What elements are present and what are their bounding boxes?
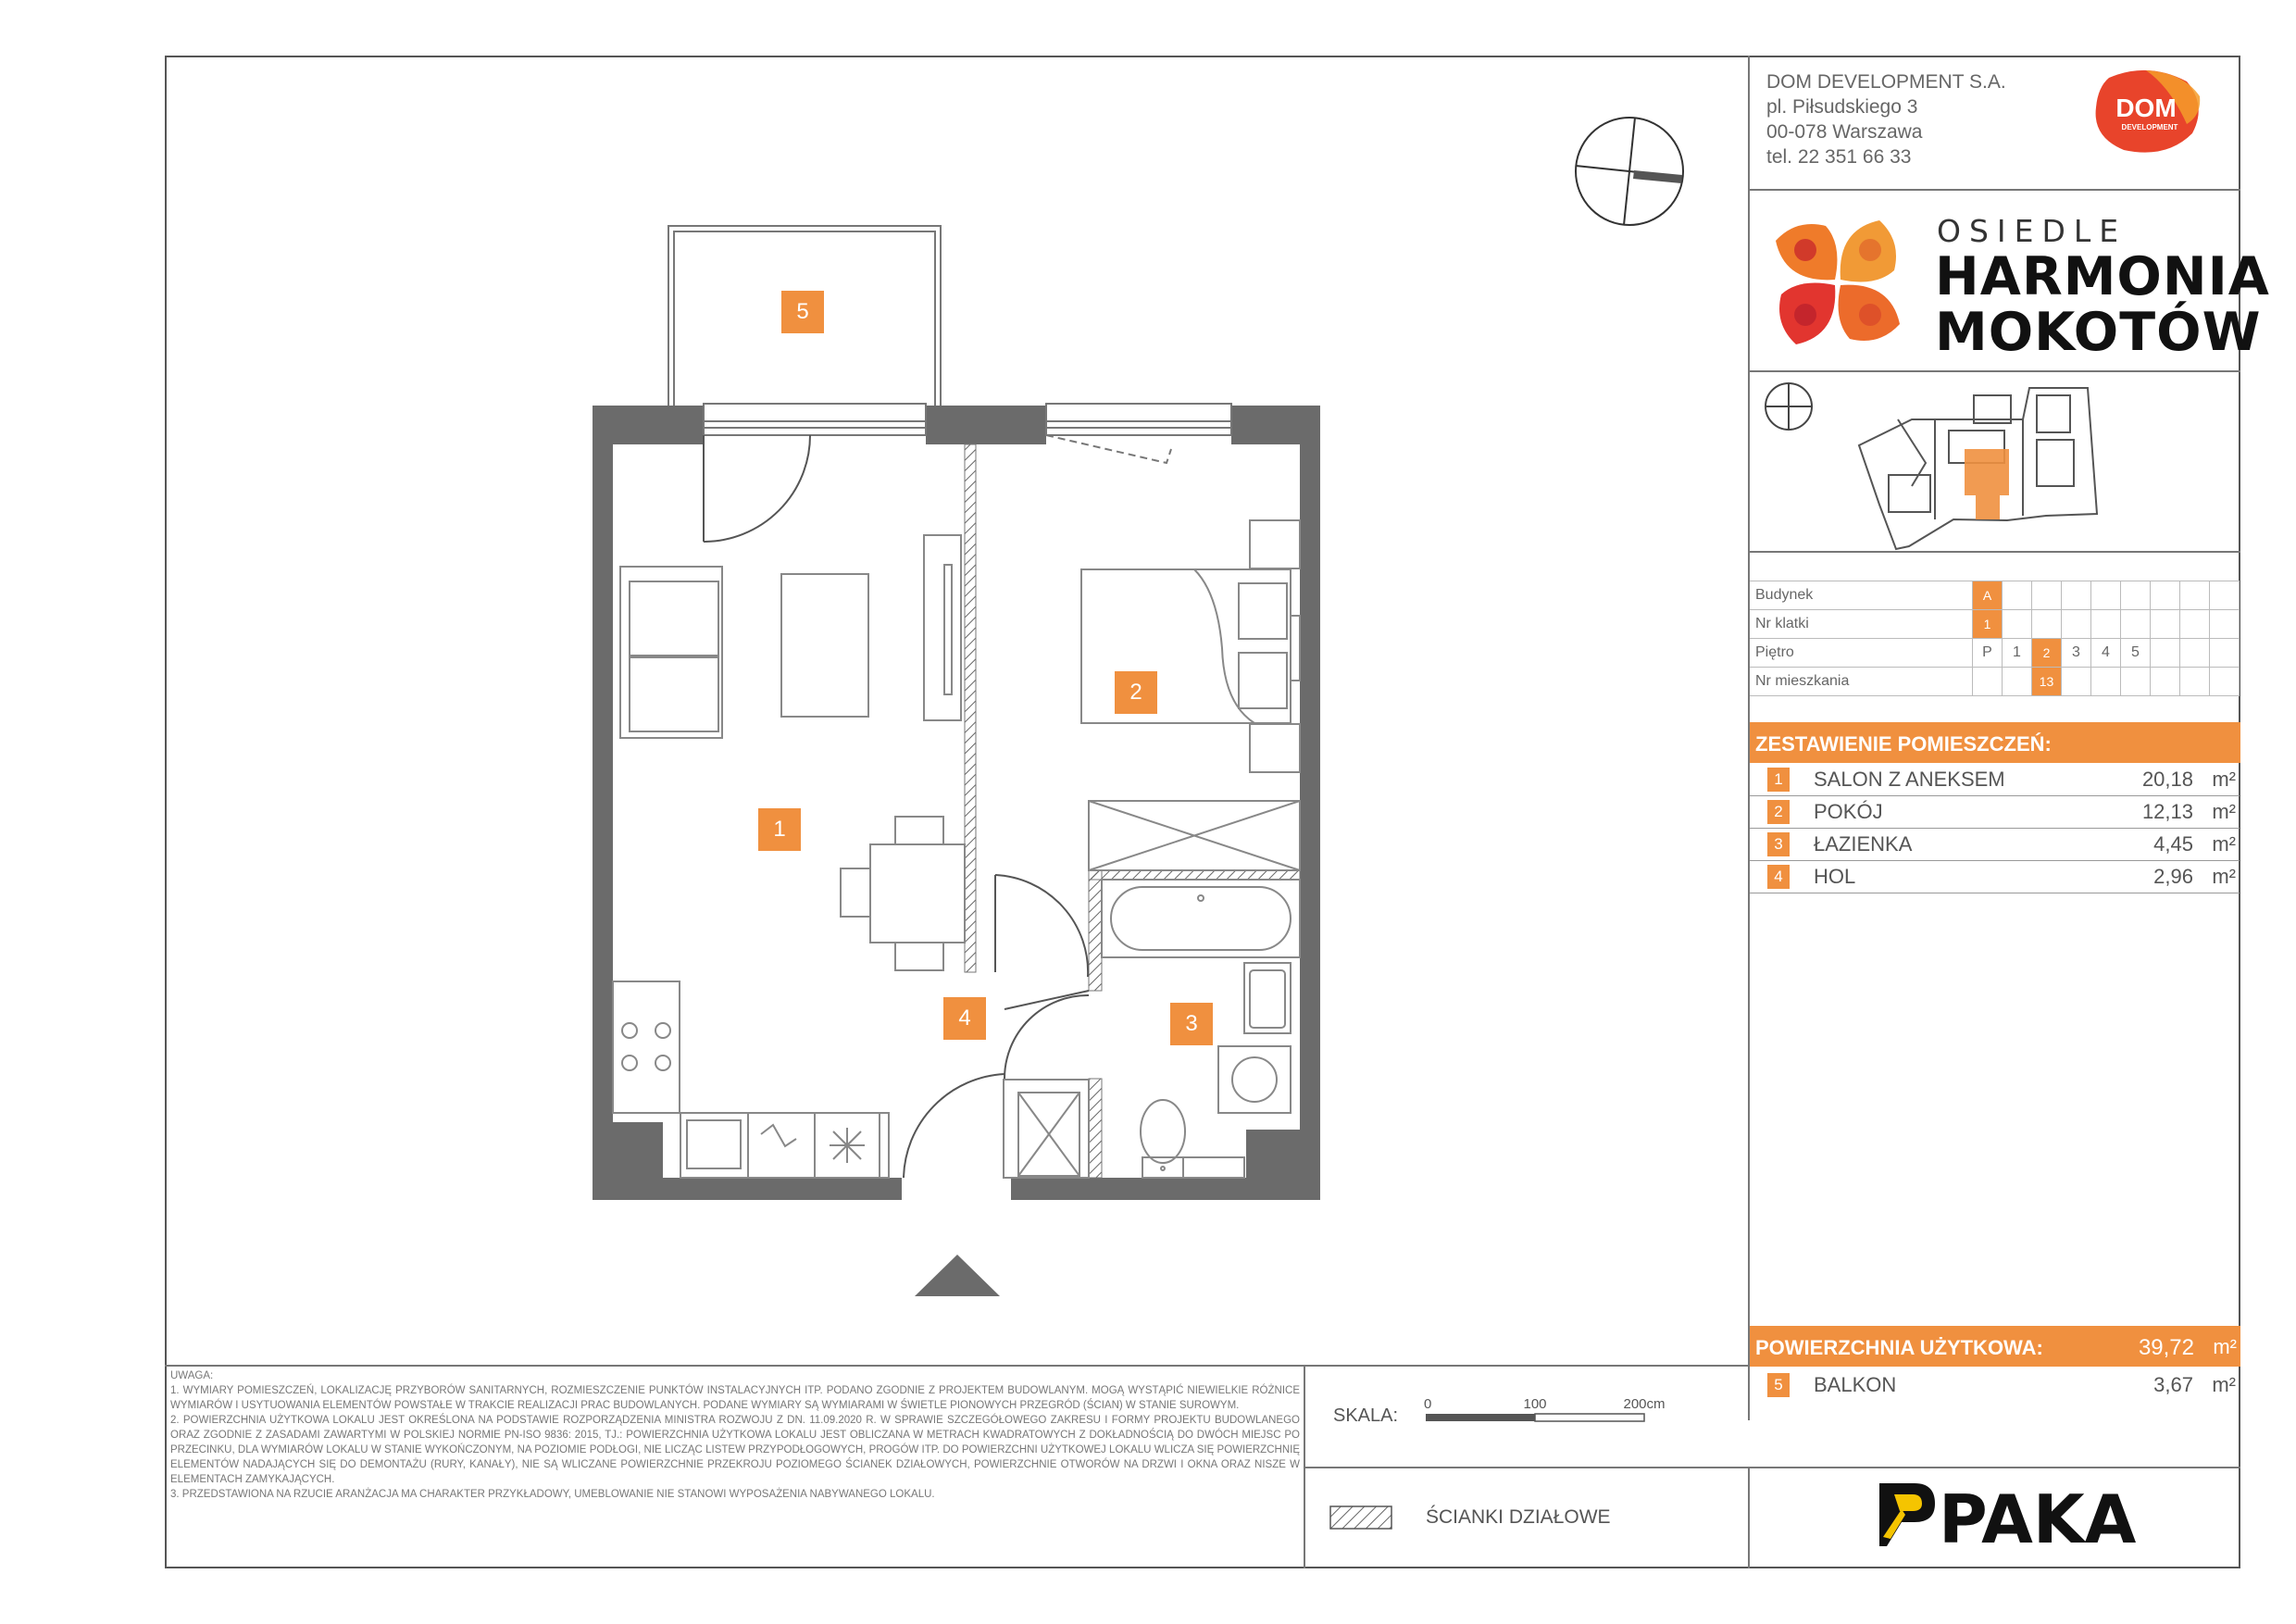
info-cell [2151,581,2180,610]
info-row-label: Nr klatki [1750,610,1973,639]
badge-bottom-text: DEVELOPMENT [2121,123,2178,131]
info-divider-3 [1748,551,2240,553]
scale-tick-200: 200cm [1623,1396,1666,1412]
room-name: ŁAZIENKA [1814,832,1913,856]
company-city: 00-078 Warszawa [1766,121,1923,143]
info-row [1750,639,2240,668]
room-row [1750,828,2240,861]
note-2: 2. POWIERZCHNIA UŻYTKOWA LOKALU JEST OKREŚLONA NA PODSTAWIE ROZPORZĄDZENIA MINISTRA ROZWOJU Z DN. 11.09.2020 R. W SPRAWIE SZCZEGÓŁOWEGO ZAKRESU I FORMY PROJEKTU BUDOWLANEGO ORAZ ZGODNIE Z ZASADAMI ZAWARTYMI W POLSKIEJ NORMIE PN-ISO 9836: 2015, TJ.: POWIERZCHNIA UŻYTKOWA LOKALU JEST OBLICZANA W METRACH KWADRATOWYCH Z DOKŁADNOŚCIĄ DO DWÓCH MIEJSC PO PRZECINKU, DLA WYMIARÓW LOKALU W STANIE WYKOŃCZONYM, NA POZIOMIE PODŁOGI, NIE LICZĄC LISTEW PRZYPODŁOGOWYCH, PROGÓW ITP. DO POWIERZCHNI UŻYTKOWEJ LOKALU WLICZA SIĘ POWIERZCHNIĘ ELEMENTÓW NADAJĄCYCH SIĘ DO DEMONTAŻU (RURY, KANAŁY), NIE SĄ WLICZANE POWIERZCHNIE PRZEKROJU POZIOMEGO ŚCIANEK DZIAŁOWYCH, POWIERZCHNIE OTWORÓW NA DRZWI I OKNA ORAZ NISZE W ELEMENTACH ZAMYKAJĄCYCH. [170,1415,1300,1485]
room-label-5: 5 [781,291,824,333]
bathtub [1102,880,1300,957]
info-divider-2 [1748,370,2240,372]
apartment-info-table [1750,581,2240,696]
total-area-unit: m² [2213,1335,2237,1358]
info-cell [2062,668,2091,696]
wardrobe [1089,801,1300,870]
notes-divider [165,1365,1750,1367]
info-cell [2180,581,2210,610]
room-area: 20,18 [2141,768,2193,791]
room-name: POKÓJ [1814,800,1883,823]
room-row [1750,860,2240,893]
room-label-4: 4 [943,997,986,1040]
room-label-3: 3 [1170,1003,1213,1045]
partition-legend-swatch [1329,1505,1394,1531]
info-cell [2210,639,2240,668]
floor-plan [574,213,1333,1046]
info-cell [2003,610,2032,639]
info-cell [2003,581,2032,610]
info-cell: 5 [2121,639,2151,668]
info-cell [2091,610,2121,639]
info-cell [2091,581,2121,610]
compass-icon [1569,111,1690,231]
info-cell [2062,610,2091,639]
info-cell [2032,610,2062,639]
info-cell: 3 [2062,639,2091,668]
rooms-header [1750,722,2240,763]
info-row-label: Budynek [1750,581,1973,610]
partition-legend-label: ŚCIANKI DZIAŁOWE [1426,1506,1611,1528]
info-cell [2151,610,2180,639]
info-row [1750,581,2240,610]
info-cell [2121,610,2151,639]
info-cell: 2 [2032,639,2062,668]
dom-development-logo [2090,69,2205,156]
paka-logo-text: PAKA [1939,1480,2137,1558]
room-number: 3 [1767,832,1790,856]
balcony-unit: m² [2212,1373,2236,1396]
scale-bar [1416,1393,1694,1430]
balcony-number: 5 [1767,1373,1790,1397]
building-key-plan [1759,375,2176,551]
room-unit: m² [2212,800,2236,823]
tv-cabinet [924,535,961,720]
room-label-2: 2 [1115,671,1157,714]
scale-tick-0: 0 [1424,1396,1432,1412]
washbasin [1244,963,1291,1033]
room-row [1750,763,2240,796]
info-cell [2091,668,2121,696]
scale-label: SKALA: [1333,1405,1399,1426]
company-name: DOM DEVELOPMENT S.A. [1766,71,2006,93]
room-row [1750,795,2240,829]
total-area-value: 39,72 [2138,1335,2194,1360]
info-cell: P [1973,639,2003,668]
info-cell: 1 [1973,610,2003,639]
info-cell: A [1973,581,2003,610]
room-number: 1 [1767,768,1790,792]
info-row [1750,668,2240,696]
logo-divider [1748,1467,1750,1568]
balcony-row [1750,1368,2240,1401]
room-unit: m² [2212,768,2236,791]
harmonia-flower-logo [1768,213,1907,352]
dining-set [841,817,965,970]
paka-logo [1878,1478,2137,1558]
compass-small-icon [1766,383,1812,430]
note-3: 3. PRZEDSTAWIONA NA RZUCIE ARANŻACJA MA CHARAKTER PRZYKŁADOWY, UMEBLOWANIE NIE STANOWI WYPOSAŻENIA NABYWANEGO LOKALU. [170,1489,935,1500]
rooms-header-text: ZESTAWIENIE POMIESZCZEŃ: [1755,732,2052,756]
total-area-label: POWIERZCHNIA UŻYTKOWA: [1755,1336,2043,1359]
company-street: pl. Piłsudskiego 3 [1766,96,1918,118]
info-row [1750,610,2240,639]
project-name [1935,213,2270,363]
info-cell [2180,639,2210,668]
info-row-label: Piętro [1750,639,1973,668]
room-area: 12,13 [2141,800,2193,823]
info-cell [2180,610,2210,639]
notes-title: UWAGA: [170,1370,214,1381]
project-name-line3: MOKOTÓW [1935,302,2262,363]
info-cell [2032,581,2062,610]
balcony-area: 3,67 [2153,1373,2193,1396]
coffee-table [781,574,868,717]
info-row-label: Nr mieszkania [1750,668,1973,696]
sofa [620,567,722,738]
room-area: 2,96 [2153,865,2193,888]
info-cell [2062,581,2091,610]
balcony-name: BALKON [1814,1373,1897,1396]
info-cell [2121,668,2151,696]
badge-top-text: DOM [2115,94,2177,122]
room-name: HOL [1814,865,1856,888]
info-cell [2003,668,2032,696]
bed [1081,520,1300,772]
info-cell [2210,610,2240,639]
room-area: 4,45 [2153,832,2193,856]
project-name-line1: OSIEDLE [1937,213,2128,249]
room-number: 2 [1767,800,1790,824]
room-unit: m² [2212,832,2236,856]
total-area-bar [1750,1326,2240,1367]
info-divider-1 [1748,189,2240,191]
info-cell [2121,581,2151,610]
room-name: SALON Z ANEKSEM [1814,768,2005,791]
note-1: 1. WYMIARY POMIESZCZEŃ, LOKALIZACJĘ PRZYBORÓW SANITARNYCH, ROZMIESZCZENIE PUNKTÓW INSTALACYJNYCH ITP. PODANO ZGODNIE Z PROJEKTEM BUDOWLANYM. MOGĄ WYSTĄPIĆ NIEWIELKIE RÓŻNICE WYMIARÓW I USYTUOWANIA ELEMENTÓW POWSTAŁE W TRAKCIE REALIZACJI PRAC BUDOWLANYCH. PODANE WYMIARY SĄ WYMIARAMI W ŚWIETLE PIONOWYCH PRZEGRÓD (ŚCIAN) W STANIE SUROWYM. [170,1385,1300,1411]
info-cell [1973,668,2003,696]
info-cell: 4 [2091,639,2121,668]
room-number: 4 [1767,865,1790,889]
info-cell: 1 [2003,639,2032,668]
notes [170,1368,1300,1502]
scale-tick-100: 100 [1523,1396,1547,1412]
info-cell [2151,668,2180,696]
project-name-line2: HARMONIA [1935,246,2270,307]
info-cell [2151,639,2180,668]
info-cell [2210,668,2240,696]
info-cell [2180,668,2210,696]
room-unit: m² [2212,865,2236,888]
company-address [1766,69,2006,169]
info-cell: 13 [2032,668,2062,696]
info-cell [2210,581,2240,610]
legend-divider [1304,1467,2240,1468]
room-label-1: 1 [758,808,801,851]
company-phone: tel. 22 351 66 33 [1766,146,1912,168]
apartment-highlight [1965,449,2009,495]
